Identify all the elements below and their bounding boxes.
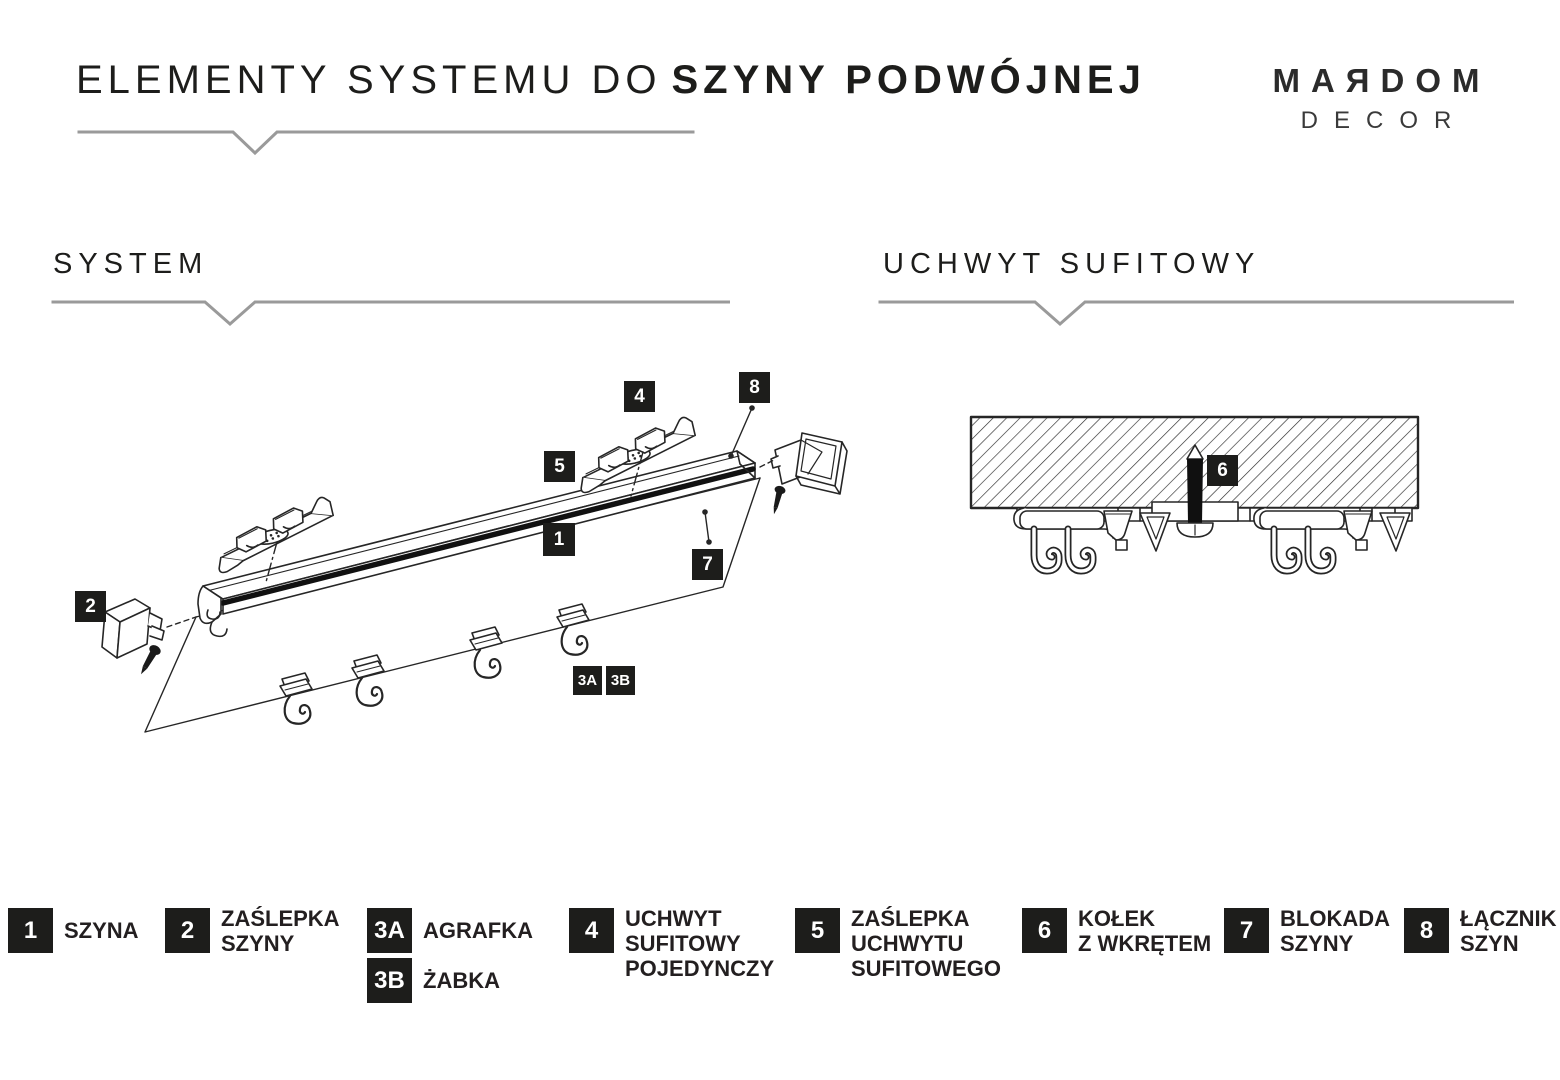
- section-title-ceiling: UCHWYT SUFITOWY: [883, 248, 1261, 280]
- legend-badge-2: 2: [165, 908, 210, 953]
- legend-badge-3b: 3B: [367, 958, 412, 1003]
- brand-subtitle: DECOR: [1300, 107, 1468, 134]
- diagram-badge-3a: 3A: [573, 666, 602, 695]
- diagram-badge-8: 8: [739, 372, 770, 403]
- legend-badge-4: 4: [569, 908, 614, 953]
- diagram-badge-3b: 3B: [606, 666, 635, 695]
- legend-label-3b: ŻABKA: [423, 968, 500, 993]
- legend-label-4: UCHWYT SUFITOWY POJEDYNCZY: [625, 906, 775, 981]
- legend-label-8: ŁĄCZNIK SZYN: [1460, 906, 1557, 956]
- diagram-badge-7: 7: [692, 549, 723, 580]
- section-title-system: SYSTEM: [53, 248, 209, 280]
- diagram-badge-6: 6: [1207, 455, 1238, 486]
- legend-label-5: ZAŚLEPKA UCHWYTU SUFITOWEGO: [851, 906, 1001, 981]
- rail-connector: [769, 433, 847, 516]
- page-title: [76, 58, 1146, 103]
- hook-4: [557, 604, 589, 655]
- legend-label-1: SZYNA: [64, 918, 139, 943]
- brand-name: MAЯDOM: [1272, 62, 1491, 99]
- legend-label-3a: AGRAFKA: [423, 918, 533, 943]
- legend-label-6: KOŁEK Z WKRĘTEM: [1078, 906, 1212, 956]
- diagram-badge-2: 2: [75, 591, 106, 622]
- legend-badge-8: 8: [1404, 908, 1449, 953]
- diagram-badge-5: 5: [544, 451, 575, 482]
- rail-profile-left: [1014, 508, 1170, 571]
- legend-label-7: BLOKADA SZYNY: [1280, 906, 1390, 956]
- rail: [198, 451, 755, 636]
- screw: [769, 485, 787, 516]
- diagram-badge-1: 1: [543, 523, 575, 556]
- legend-badge-7: 7: [1224, 908, 1269, 953]
- page-title-bold: SZYNY PODWÓJNEJ: [671, 58, 1146, 102]
- rail-profile-right: [1254, 508, 1410, 571]
- diagram-badge-4: 4: [624, 381, 655, 412]
- system-diagram: [60, 360, 860, 780]
- page-title-regular: ELEMENTY SYSTEMU DO: [76, 58, 662, 102]
- end-cap: [102, 599, 164, 677]
- brand-logo: [1260, 62, 1492, 135]
- legend-badge-6: 6: [1022, 908, 1067, 953]
- hook-3: [470, 627, 502, 678]
- title-underline: [76, 126, 696, 160]
- ceiling-underline: [877, 296, 1517, 330]
- hook-2: [352, 655, 384, 706]
- system-underline: [50, 296, 732, 330]
- ceiling-diagram: [940, 390, 1500, 600]
- legend-badge-5: 5: [795, 908, 840, 953]
- legend-badge-1: 1: [8, 908, 53, 953]
- legend-label-2: ZAŚLEPKA SZYNY: [221, 906, 340, 956]
- legend-badge-3a: 3A: [367, 908, 412, 953]
- hook-1: [280, 673, 312, 724]
